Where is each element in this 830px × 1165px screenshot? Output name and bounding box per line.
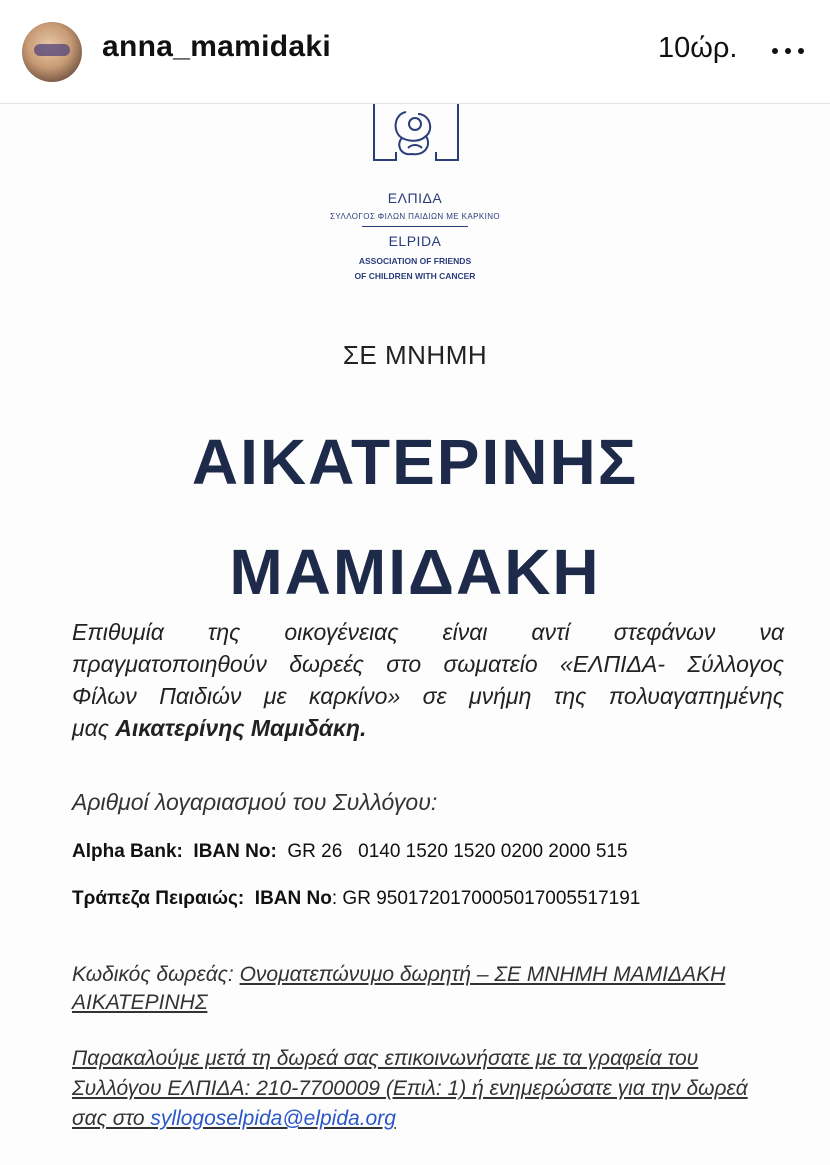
name-line-1: ΑΙΚΑΤΕΡΙΝΗΣ (191, 426, 639, 498)
email-link[interactable]: syllogoselpida@elpida.org (150, 1107, 396, 1130)
bank-account-alpha (72, 841, 628, 863)
bank-name: Τράπεζα Πειραιώς: (72, 888, 245, 909)
donation-code-value: Ονοματεπώνυμο δωρητή – ΣΕ ΜΝΗΜΗ ΜΑΜΙΔΑΚΗ (239, 963, 726, 986)
donation-code-label: Κωδικός δωρεάς: (72, 963, 234, 986)
deceased-name: Αικατερίνης Μαμιδάκη. (115, 715, 367, 741)
name-line-2: ΜΑΜΙΔΑΚΗ (229, 536, 601, 608)
username[interactable]: anna_mamidaki (102, 30, 332, 63)
iban-value: : GR 9501720170005017005517191 (331, 888, 641, 909)
family-wish-paragraph (72, 616, 784, 744)
more-horizontal-icon[interactable] (768, 32, 808, 68)
paragraph-text: μας (72, 715, 116, 741)
note-text: σας στο (72, 1107, 151, 1130)
note-line (72, 1104, 784, 1134)
org-subtitle-en-1: ASSOCIATION OF FRIENDS (358, 256, 472, 266)
org-subtitle-en-2: OF CHILDREN WITH CANCER (354, 271, 476, 281)
post-time: 10ώρ. (658, 32, 738, 64)
avatar[interactable] (22, 22, 82, 82)
paragraph-line: πραγματοποιηθούν δωρεές στο σωματείο «ΕΛΠΙΔΑ- Σύλλογος (72, 651, 784, 677)
logo-divider (362, 226, 468, 227)
iban-label: IBAN No: (193, 841, 277, 862)
note-line: Παρακαλούμε μετά τη δωρεά σας επικοινωνήσατε με τα γραφεία του (72, 1047, 699, 1070)
iban-label: IBAN No (254, 888, 332, 909)
memory-heading: ΣΕ ΜΝΗΜΗ (342, 340, 488, 370)
org-name-en: ELPIDA (388, 233, 442, 249)
donation-code (72, 961, 792, 1017)
paragraph-line (72, 712, 784, 744)
org-subtitle-gr: ΣΥΛΛΟΓΟΣ ΦΙΛΩΝ ΠΑΙΔΙΩΝ ΜΕ ΚΑΡΚΙΝΟ (329, 212, 501, 221)
accounts-title: Αριθμοί λογαριασμού του Συλλόγου: (72, 789, 438, 815)
post-header (0, 0, 830, 104)
paragraph-line: Επιθυμία της οικογένειας είναι αντί στεφάνων να (72, 619, 784, 645)
donation-code-value-2: ΑΙΚΑΤΕΡΙΝΗΣ (72, 991, 208, 1014)
paragraph-line: Φίλων Παιδιών με καρκίνο» σε μνήμη της πολυαγαπημένης (72, 683, 784, 709)
org-name-gr: ΕΛΠΙΔΑ (387, 190, 443, 206)
bank-account-piraeus (72, 888, 640, 910)
bank-name: Alpha Bank: (72, 841, 183, 862)
avatar-glasses-icon (34, 44, 70, 56)
iban-value: GR 26 0140 1520 1520 0200 2000 515 (287, 841, 628, 862)
memorial-document (0, 104, 830, 1165)
elpida-logo-icon (366, 104, 466, 188)
contact-note (72, 1044, 784, 1134)
note-line: Συλλόγου ΕΛΠΙΔΑ: 210-7700009 (Επιλ: 1) ή ενημερώσατε για την δωρεά (72, 1077, 748, 1100)
